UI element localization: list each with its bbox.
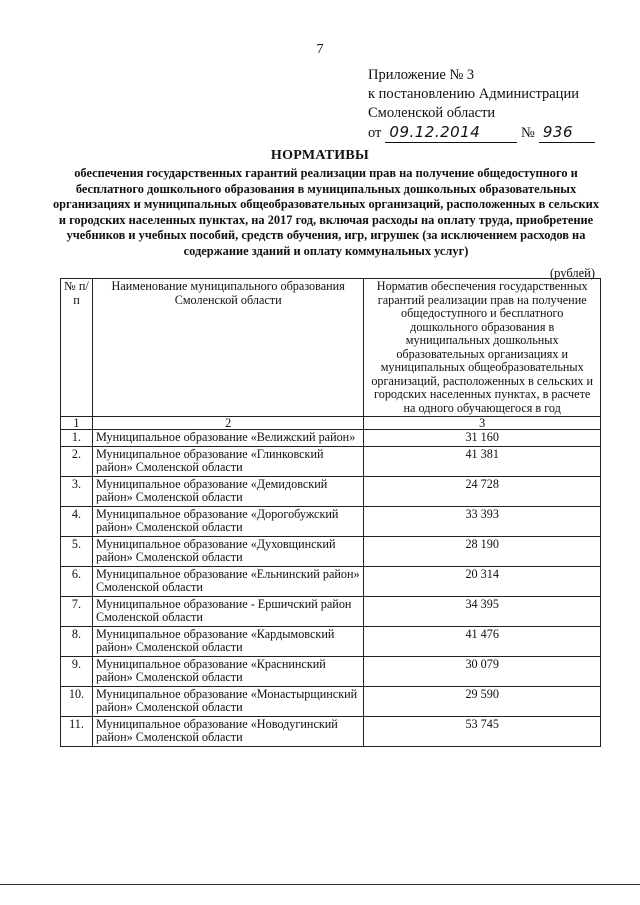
index-cell: 1 (61, 417, 93, 430)
table-row (61, 596, 601, 626)
table-row (61, 430, 601, 447)
row-value: 29 590 (364, 686, 601, 716)
table-header-row (61, 279, 601, 417)
table-row (61, 656, 601, 686)
appendix-line-3: Смоленской области (368, 105, 496, 121)
row-name: Муниципальное образование «Новодугинский район» Смоленской области (92, 716, 363, 746)
unit-label: (рублей) (550, 266, 596, 280)
row-name: Муниципальное образование «Краснинский район» Смоленской области (92, 656, 363, 686)
row-number: 8. (61, 626, 93, 656)
row-name: Муниципальное образование - Ершичский район Смоленской области (92, 596, 363, 626)
row-number: 7. (61, 596, 93, 626)
table-row (61, 446, 601, 476)
page-number: 7 (316, 42, 324, 57)
row-name: Муниципальное образование «Кардымовский район» Смоленской области (92, 626, 363, 656)
row-number: 10. (61, 686, 93, 716)
row-value: 31 160 (364, 430, 601, 447)
index-cell: 2 (92, 417, 363, 430)
handwritten-date: 09.12.2014 (385, 123, 517, 143)
row-value: 30 079 (364, 656, 601, 686)
table-row (61, 476, 601, 506)
row-name: Муниципальное образование «Демидовский район» Смоленской области (92, 476, 363, 506)
date-prefix: от (368, 125, 382, 141)
number-prefix: № (521, 125, 535, 141)
row-value: 20 314 (364, 566, 601, 596)
row-value: 41 476 (364, 626, 601, 656)
table-index-row (61, 417, 601, 430)
norms-table (60, 278, 601, 747)
row-number: 5. (61, 536, 93, 566)
bottom-rule (0, 884, 640, 885)
document-title: НОРМАТИВЫ (270, 148, 370, 163)
row-number: 2. (61, 446, 93, 476)
index-cell: 3 (364, 417, 601, 430)
row-value: 28 190 (364, 536, 601, 566)
row-value: 34 395 (364, 596, 601, 626)
table-row (61, 506, 601, 536)
row-name: Муниципальное образование «Глинковский район» Смоленской области (92, 446, 363, 476)
row-value: 41 381 (364, 446, 601, 476)
row-name: Муниципальное образование «Монастырщинский район» Смоленской области (92, 686, 363, 716)
table-row (61, 566, 601, 596)
appendix-line-1: Приложение № 3 (368, 67, 475, 83)
row-value: 33 393 (364, 506, 601, 536)
handwritten-number: 936 (539, 123, 595, 143)
row-number: 11. (61, 716, 93, 746)
row-number: 9. (61, 656, 93, 686)
document-subtitle: обеспечения государственных гарантий реализации прав на получение общедоступного и бесплатного дошкольного образования в муниципальных дошкольных образовательных организациях и муниципальных общеобразовательных организаций, расположенных в сельских и городских населенных пунктах, на 2017 год, включая расходы на оплату труда, приобретение учебников и учебных пособий, средств обучения, игр, игрушек (за исключением расходов на содержание зданий и оплату коммунальных услуг) (52, 166, 600, 258)
table-row (61, 716, 601, 746)
row-number: 6. (61, 566, 93, 596)
header-num: № п/п (61, 279, 93, 417)
appendix-line-2: к постановлению Администрации (368, 86, 579, 102)
appendix-block (368, 66, 595, 143)
table-row (61, 626, 601, 656)
row-value: 53 745 (364, 716, 601, 746)
table-row (61, 536, 601, 566)
row-number: 1. (61, 430, 93, 447)
row-name: Муниципальное образование «Ельнинский район» Смоленской области (92, 566, 363, 596)
row-name: Муниципальное образование «Дорогобужский район» Смоленской области (92, 506, 363, 536)
appendix-date-line (368, 123, 595, 143)
table-row (61, 686, 601, 716)
row-name: Муниципальное образование «Духовщинский район» Смоленской области (92, 536, 363, 566)
header-norm: Норматив обеспечения государственных гарантий реализации прав на получение общедоступного и бесплатного дошкольного образования в муниципальных дошкольных образовательных организациях и муниципальных общеобразовательных организаций, расположенных в сельских и городских населенных пунктах, в расчете на одного обучающегося в год (364, 279, 601, 417)
header-name: Наименование муниципального образования Смоленской области (92, 279, 363, 417)
row-name: Муниципальное образование «Велижский район» (92, 430, 363, 447)
row-number: 3. (61, 476, 93, 506)
row-value: 24 728 (364, 476, 601, 506)
row-number: 4. (61, 506, 93, 536)
